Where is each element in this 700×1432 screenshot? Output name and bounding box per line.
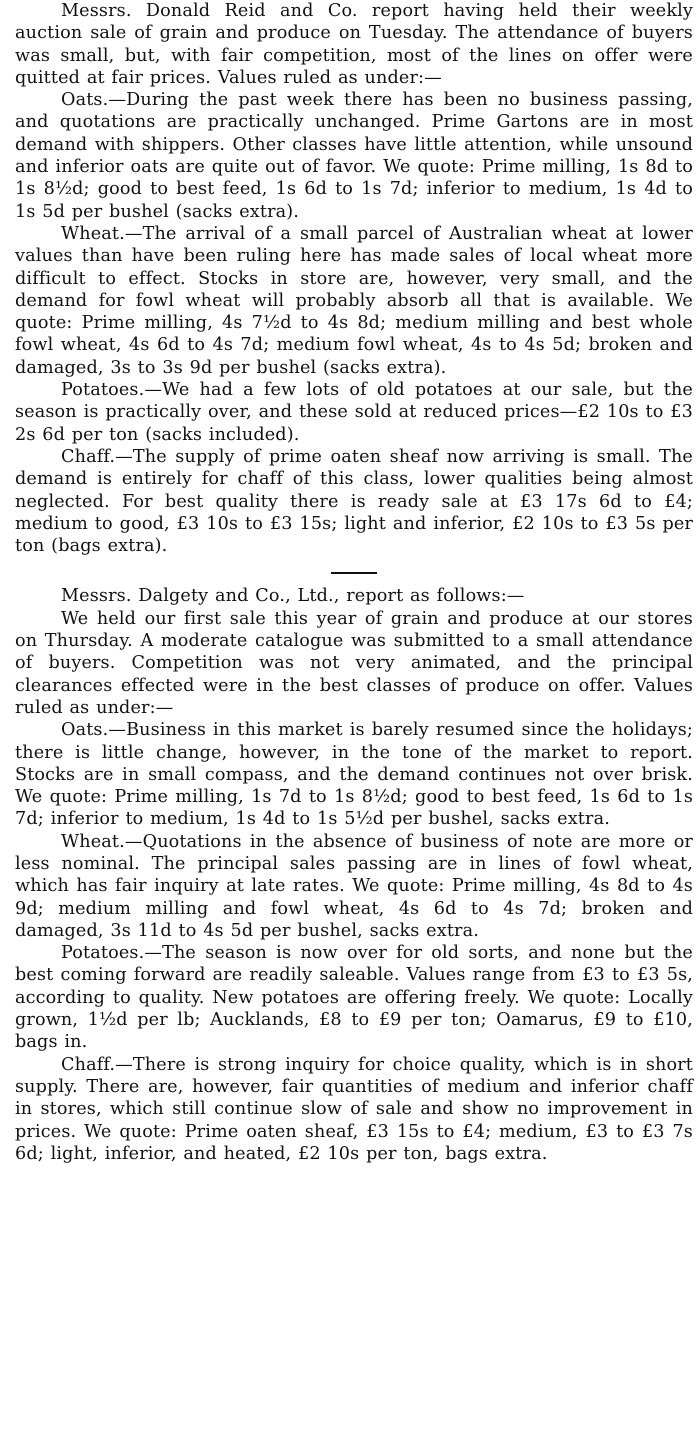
paragraph: Oats.—During the past week there has been no business passing, and quotations are practically unchanged. Prime Gartons are in most demand with shippers. Other classes have little attention, while unsound and inferior oats are quite out of favor. We quote: Prime milling, 1s 8d to 1s 8½d; good to best feed, 1s 6d to 1s 7d; inferior to medium, 1s 4d to 1s 5d per bushel (sacks extra).: [15, 90, 693, 222]
paragraph: Potatoes.—The season is now over for old sorts, and none but the best coming forward are readily saleable. Values range from £3 to £3 5s, according to quality. New potatoes are offering freely. We quote: Locally grown, 1½d per lb; Aucklands, £8 to £9 per ton; Oamarus, £9 to £10, bags in.: [15, 943, 693, 1053]
paragraph: Wheat.—Quotations in the absence of business of note are more or less nominal. The principal sales passing are in lines of fowl wheat, which has fair inquiry at late rates. We quote: Prime milling, 4s 8d to 4s 9d; medium milling and fowl wheat, 4s 6d to 4s 7d; broken and damaged, 3s 11d to 4s 5d per bushel, sacks extra.: [15, 831, 693, 941]
divider-rule: [331, 572, 377, 574]
paragraph: Potatoes.—We had a few lots of old potatoes at our sale, but the season is practically over, and these sold at reduced prices—£2 10s to £3 2s 6d per ton (sacks included).: [15, 380, 693, 445]
paragraph: We held our first sale this year of grain and produce at our stores on Thursday. A moderate catalogue was submitted to a small attendance of buyers. Competition was not very animated, and the principal clearances effected were in the best classes of produce on offer. Values ruled as under:—: [15, 608, 693, 718]
newspaper-column: [15, 0, 693, 1165]
paragraph: Messrs. Donald Reid and Co. report having held their weekly auction sale of grain and produce on Tuesday. The attendance of buyers was small, but, with fair competition, most of the lines on offer were quitted at fair prices. Values ruled as under:—: [15, 1, 693, 88]
paragraph: Wheat.—The arrival of a small parcel of Australian wheat at lower values than have been ruling here has made sales of local wheat more difficult to effect. Stocks in store are, however, very small, and the demand for fowl wheat will probably absorb all that is available. We quote: Prime milling, 4s 7½d to 4s 8d; medium milling and best whole fowl wheat, 4s 6d to 4s 7d; medium fowl wheat, 4s to 4s 5d; broken and damaged, 3s to 3s 9d per bushel (sacks extra).: [15, 223, 693, 378]
section-divider: [15, 557, 693, 585]
paragraph: Chaff.—The supply of prime oaten sheaf now arriving is small. The demand is entirely for chaff of this class, lower qualities being almost neglected. For best quality there is ready sale at £3 17s 6d to £4; medium to good, £3 10s to £3 15s; light and inferior, £2 10s to £3 5s per ton (bags extra).: [15, 446, 693, 557]
paragraph: Chaff.—There is strong inquiry for choice quality, which is in short supply. There are, however, fair quantities of medium and inferior chaff in stores, which still continue slow of sale and show no improvement in prices. We quote: Prime oaten sheaf, £3 15s to £4; medium, £3 to £3 7s 6d; light, inferior, and heated, £2 10s per ton, bags extra.: [15, 1054, 693, 1164]
paragraph: Oats.—Business in this market is barely resumed since the holidays; there is little change, however, in the tone of the market to report. Stocks are in small compass, and the demand continues not over brisk. We quote: Prime milling, 1s 7d to 1s 8½d; good to best feed, 1s 6d to 1s 7d; inferior to medium, 1s 4d to 1s 5½d per bushel, sacks extra.: [15, 720, 693, 830]
reid-report: [15, 0, 693, 557]
dalgety-report: [15, 585, 693, 1165]
paragraph: Messrs. Dalgety and Co., Ltd., report as follows:—: [61, 586, 525, 607]
